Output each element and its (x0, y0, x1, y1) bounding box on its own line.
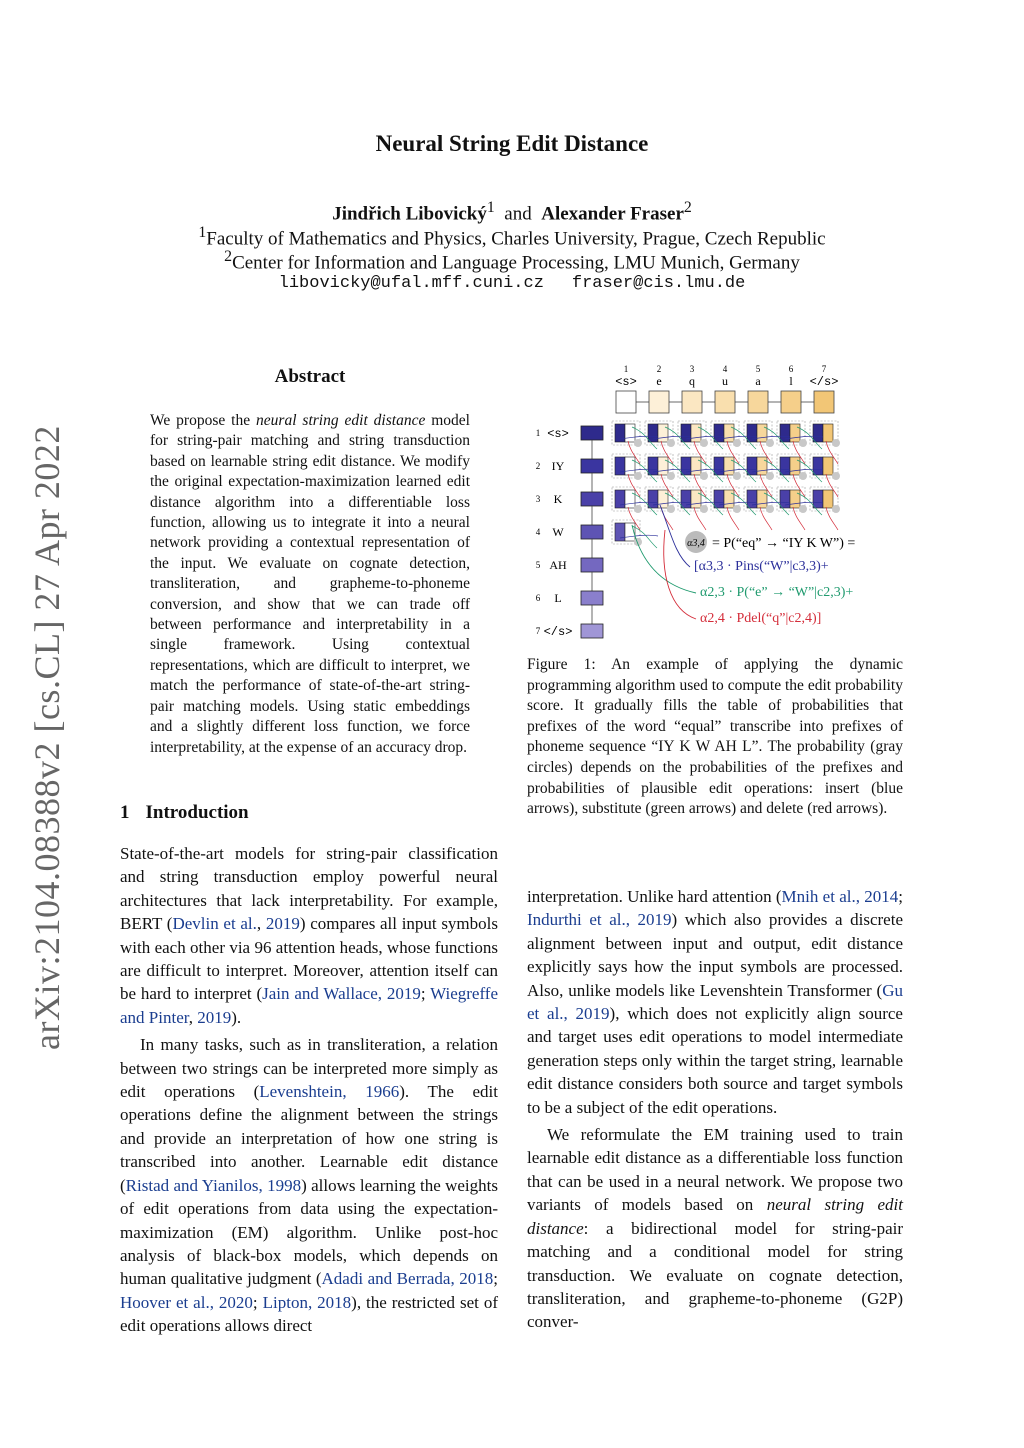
email-1[interactable]: libovicky@ufal.mff.cuni.cz (278, 274, 544, 293)
cell-target-half (615, 523, 625, 541)
abstract-text-2: model for string-pair matching and string transduction based on learnable string edit distance. We modify the original expectation-maximization learned edit distance algorithm into a differentiable loss function, allowing us to integrate it into a neural network providing a contextual representation of the input. We evaluate on cognate detection, transliteration, and grapheme-to-phoneme conversion, and show that we can trade off between performance and interpretability in a single framework. Using contextual representations, which are difficult to interpret, we match the performance of state-of-the-art string-pair matching models. Using static embeddings and a slightly different loss function, we force interpretability, at the expense of an accuracy drop. (150, 412, 470, 756)
cell-target-half (714, 424, 724, 442)
aff2-text: Center for Information and Language Processing, LMU Munich, Germany (232, 252, 800, 274)
row-symbol: IY (551, 459, 565, 473)
row-number: 5 (535, 560, 541, 570)
arxiv-stamp: arXiv:2104.08388v2 [cs.CL] 27 Apr 2022 (27, 425, 67, 1050)
citation-link[interactable]: 2019 (265, 914, 300, 934)
text: We reformulate the EM training used to train learnable edit distance as a differentiable loss function that can be used in a neural network. We propose two variants of models based on (527, 1125, 903, 1215)
text: ) allows learning the weights of edit operations from data using the expectation-maximization (EM) algorithm. Unlike post-hoc analysis of black-box models, which depends on human qualitative judgment ( (120, 1175, 498, 1289)
cell-target-half (780, 457, 790, 475)
cell-source-half (823, 490, 833, 508)
probability-circle (733, 472, 741, 480)
author-1: Jindřich Libovický (332, 203, 487, 225)
text: interpretation. Unlike hard attention ( (527, 887, 782, 906)
text: , (256, 914, 266, 934)
aff1-sup: 1 (198, 224, 207, 241)
target-state-box (581, 426, 603, 440)
row-symbol: <s> (547, 427, 569, 441)
cell-source-half (823, 457, 833, 475)
row-symbol: </s> (543, 625, 573, 639)
cell-source-half (658, 490, 668, 508)
row-number: 3 (535, 494, 541, 504)
text: ) compares all input symbols with each other via 96 attention heads, whose functions are difficult to interpret. Moreover, attention itself can be hard to interpret ( (120, 914, 498, 1004)
cell-source-half (724, 424, 734, 442)
text: , (188, 1007, 198, 1027)
probability-circle (634, 472, 642, 480)
cell-source-half (691, 424, 701, 442)
intro-paragraph-4 (527, 1123, 903, 1334)
row-symbol: K (553, 492, 563, 506)
text: ; (493, 1269, 498, 1289)
abstract-text-1: We propose the (150, 412, 257, 429)
probability-circle (832, 439, 840, 447)
right-column (527, 885, 903, 1338)
target-state-box (581, 591, 603, 605)
column-symbol: l (789, 374, 793, 388)
citation-link[interactable]: Wiegreffe and Pinter (120, 984, 499, 1027)
cell-target-half (747, 457, 757, 475)
cell-target-half (615, 424, 625, 442)
alpha-label: α3,4 (687, 538, 705, 549)
cell-target-half (714, 490, 724, 508)
probability-circle (799, 472, 807, 480)
source-state-box (649, 391, 669, 413)
text: ), the restricted set of edit operations allows direct (120, 1292, 498, 1336)
target-state-box (581, 624, 603, 638)
row-symbol: L (554, 591, 562, 605)
probability-circle (700, 472, 708, 480)
row-symbol: W (552, 525, 564, 539)
cell-source-half (790, 424, 800, 442)
probability-circle (634, 505, 642, 513)
row-number: 7 (535, 626, 541, 636)
column-symbol: <s> (615, 375, 637, 389)
text: ). The edit operations define the alignment between the strings and provide an interpretation of how one string is transcribed into another. Learnable edit distance ( (120, 1082, 498, 1195)
citation-link[interactable]: Mnih et al., 2014 (781, 887, 899, 906)
text: In many tasks, such as in transliteration, a relation between two strings can be interpreted more simply as edit operations ( (120, 1035, 498, 1102)
cell-source-half (625, 457, 635, 475)
author-2: Alexander Fraser (541, 203, 684, 225)
abstract-body (150, 411, 470, 758)
equation-insert: [α3,3 · Pins(“W”|c3,3)+ (694, 559, 829, 574)
equation-substitute: α2,3 · P(“e” → “W”|c2,3)+ (700, 585, 854, 600)
column-number: 6 (788, 364, 794, 374)
citation-link[interactable]: Indurthi et al., 2019 (527, 910, 672, 930)
section-number: 1 (120, 802, 130, 823)
citation-link[interactable]: Adadi and Berrada, 2018 (321, 1269, 494, 1289)
cell-target-half (615, 490, 625, 508)
cell-target-half (780, 424, 790, 442)
cell-target-half (615, 457, 625, 475)
probability-circle (667, 439, 675, 447)
cell-source-half (691, 490, 701, 508)
author-2-sup: 2 (683, 199, 692, 216)
text: : a bidirectional model for string-pair matching and a conditional model for string transduction. We evaluate on cognate detection, transliteration, and grapheme-to-phoneme (G2P) conver- (527, 1218, 903, 1332)
cell-target-half (681, 424, 691, 442)
text: ; (252, 1292, 263, 1312)
probability-circle (700, 505, 708, 513)
cell-source-half (790, 490, 800, 508)
cell-source-half (625, 490, 635, 508)
emails (0, 274, 1024, 293)
cell-source-half (757, 424, 767, 442)
cell-source-half (691, 457, 701, 475)
abstract-emphasis: neural string edit distance (256, 412, 426, 429)
row-number: 6 (535, 593, 541, 603)
affiliation-2 (0, 248, 1024, 274)
cell-target-half (813, 424, 823, 442)
column-number: 7 (821, 364, 827, 374)
section-title: Introduction (145, 802, 249, 823)
column-symbol: u (722, 374, 728, 388)
cell-target-half (681, 457, 691, 475)
text: ; (420, 984, 431, 1004)
paper-title: Neural String Edit Distance (375, 131, 649, 156)
source-state-box (748, 391, 768, 413)
cell-target-half (648, 424, 658, 442)
intro-paragraph-2 (120, 1033, 498, 1337)
figure-1-diagram (520, 355, 920, 645)
probability-circle (733, 439, 741, 447)
column-symbol: a (755, 374, 761, 388)
target-state-box (581, 492, 603, 506)
text: ), which does not explicitly align source and target uses edit operations to model intermediate generation steps only within the target string, learnable edit distance considers both source and target symbols to be a subject of the edit operations. (527, 1004, 903, 1117)
intro-paragraph-1 (120, 842, 498, 1029)
source-state-box (682, 391, 702, 413)
intro-paragraph-3 (527, 885, 903, 1119)
row-number: 4 (535, 527, 541, 537)
column-number: 2 (656, 364, 662, 374)
probability-circle (766, 472, 774, 480)
source-state-box (715, 391, 735, 413)
citation-link[interactable]: Devlin et al. (172, 914, 257, 934)
left-column (120, 842, 498, 1342)
cell-source-half (625, 424, 635, 442)
text: ) which also provides a discrete alignment between input and output, edit distance explicitly says how the input symbols are processed. Also, unlike models like Levenshtein Transformer ( (527, 910, 903, 1000)
cell-source-half (724, 457, 734, 475)
column-number: 5 (755, 364, 761, 374)
column-number: 1 (623, 364, 629, 374)
text: State-of-the-art models for string-pair classification and string transduction employ powerful neural architectures that lack interpretability. For example, BERT ( (120, 844, 498, 934)
target-state-box (581, 558, 603, 572)
cell-source-half (658, 424, 668, 442)
aff1-text: Faculty of Mathematics and Physics, Charles University, Prague, Czech Republic (206, 228, 826, 250)
citation-link[interactable]: Hoover et al., 2020 (120, 1292, 253, 1312)
cell-target-half (747, 490, 757, 508)
probability-circle (733, 505, 741, 513)
author-and: and (504, 203, 532, 225)
probability-circle (766, 439, 774, 447)
probability-circle (667, 505, 675, 513)
citation-link[interactable]: Gu et al., 2019 (527, 980, 903, 1024)
probability-circle (799, 439, 807, 447)
probability-circle (766, 505, 774, 513)
cell-target-half (747, 424, 757, 442)
column-number: 4 (722, 364, 728, 374)
email-2[interactable]: fraser@cis.lmu.de (571, 274, 746, 293)
row-symbol: AH (549, 558, 567, 572)
section-heading (120, 802, 249, 824)
target-state-box (581, 459, 603, 473)
cell-target-half (648, 457, 658, 475)
affiliation-1 (0, 224, 1024, 250)
cell-target-half (681, 490, 691, 508)
citation-link[interactable]: Ristad and Yianilos, 1998 (125, 1175, 302, 1195)
abstract-heading: Abstract (274, 366, 346, 387)
row-number: 2 (535, 461, 541, 471)
cell-source-half (757, 457, 767, 475)
column-symbol: q (689, 374, 695, 388)
emphasis: neural string edit distance (527, 1195, 903, 1238)
cell-source-half (823, 424, 833, 442)
author-1-sup: 1 (486, 199, 495, 216)
probability-circle (700, 439, 708, 447)
cell-target-half (648, 490, 658, 508)
cell-source-half (724, 490, 734, 508)
probability-circle (799, 505, 807, 513)
citation-link[interactable]: 2019 (197, 1007, 232, 1027)
column-number: 3 (689, 364, 695, 374)
aff2-sup: 2 (224, 248, 233, 265)
source-state-box (616, 391, 636, 413)
text: ; (898, 887, 903, 906)
cell-target-half (780, 490, 790, 508)
target-state-box (581, 525, 603, 539)
citation-link[interactable]: Lipton, 2018 (262, 1292, 352, 1312)
probability-circle (832, 505, 840, 513)
probability-circle (667, 472, 675, 480)
row-number: 1 (535, 428, 541, 438)
figure-caption: Figure 1: An example of applying the dynamic programming algorithm used to compute the edit probability score. It gradually fills the table of probabilities that prefixes of the word “equal” transcribe into prefixes of phoneme sequence “IY K W AH L”. The probability (gray circles) depends on the probabilities of the prefixes and probabilities of plausible edit operations: insert (blue arrows), substitute (green arrows) and delete (red arrows). (527, 656, 903, 818)
text: ). (231, 1007, 242, 1027)
source-state-box (814, 391, 834, 413)
probability-circle (634, 439, 642, 447)
probability-circle (832, 472, 840, 480)
equation-delete: α2,4 · Pdel(“q”|c2,4)] (700, 611, 822, 626)
equation-main: = P(“eq” → “IY K W”) = (712, 536, 856, 551)
cell-source-half (790, 457, 800, 475)
cell-target-half (714, 457, 724, 475)
citation-link[interactable]: Levenshtein, 1966 (259, 1082, 400, 1102)
column-symbol: e (656, 374, 662, 388)
author-line (0, 199, 1024, 225)
source-state-box (781, 391, 801, 413)
cell-target-half (813, 457, 823, 475)
citation-link[interactable]: Jain and Wallace, 2019 (262, 984, 421, 1004)
column-symbol: </s> (809, 375, 839, 389)
cell-source-half (757, 490, 767, 508)
cell-target-half (813, 490, 823, 508)
cell-source-half (658, 457, 668, 475)
